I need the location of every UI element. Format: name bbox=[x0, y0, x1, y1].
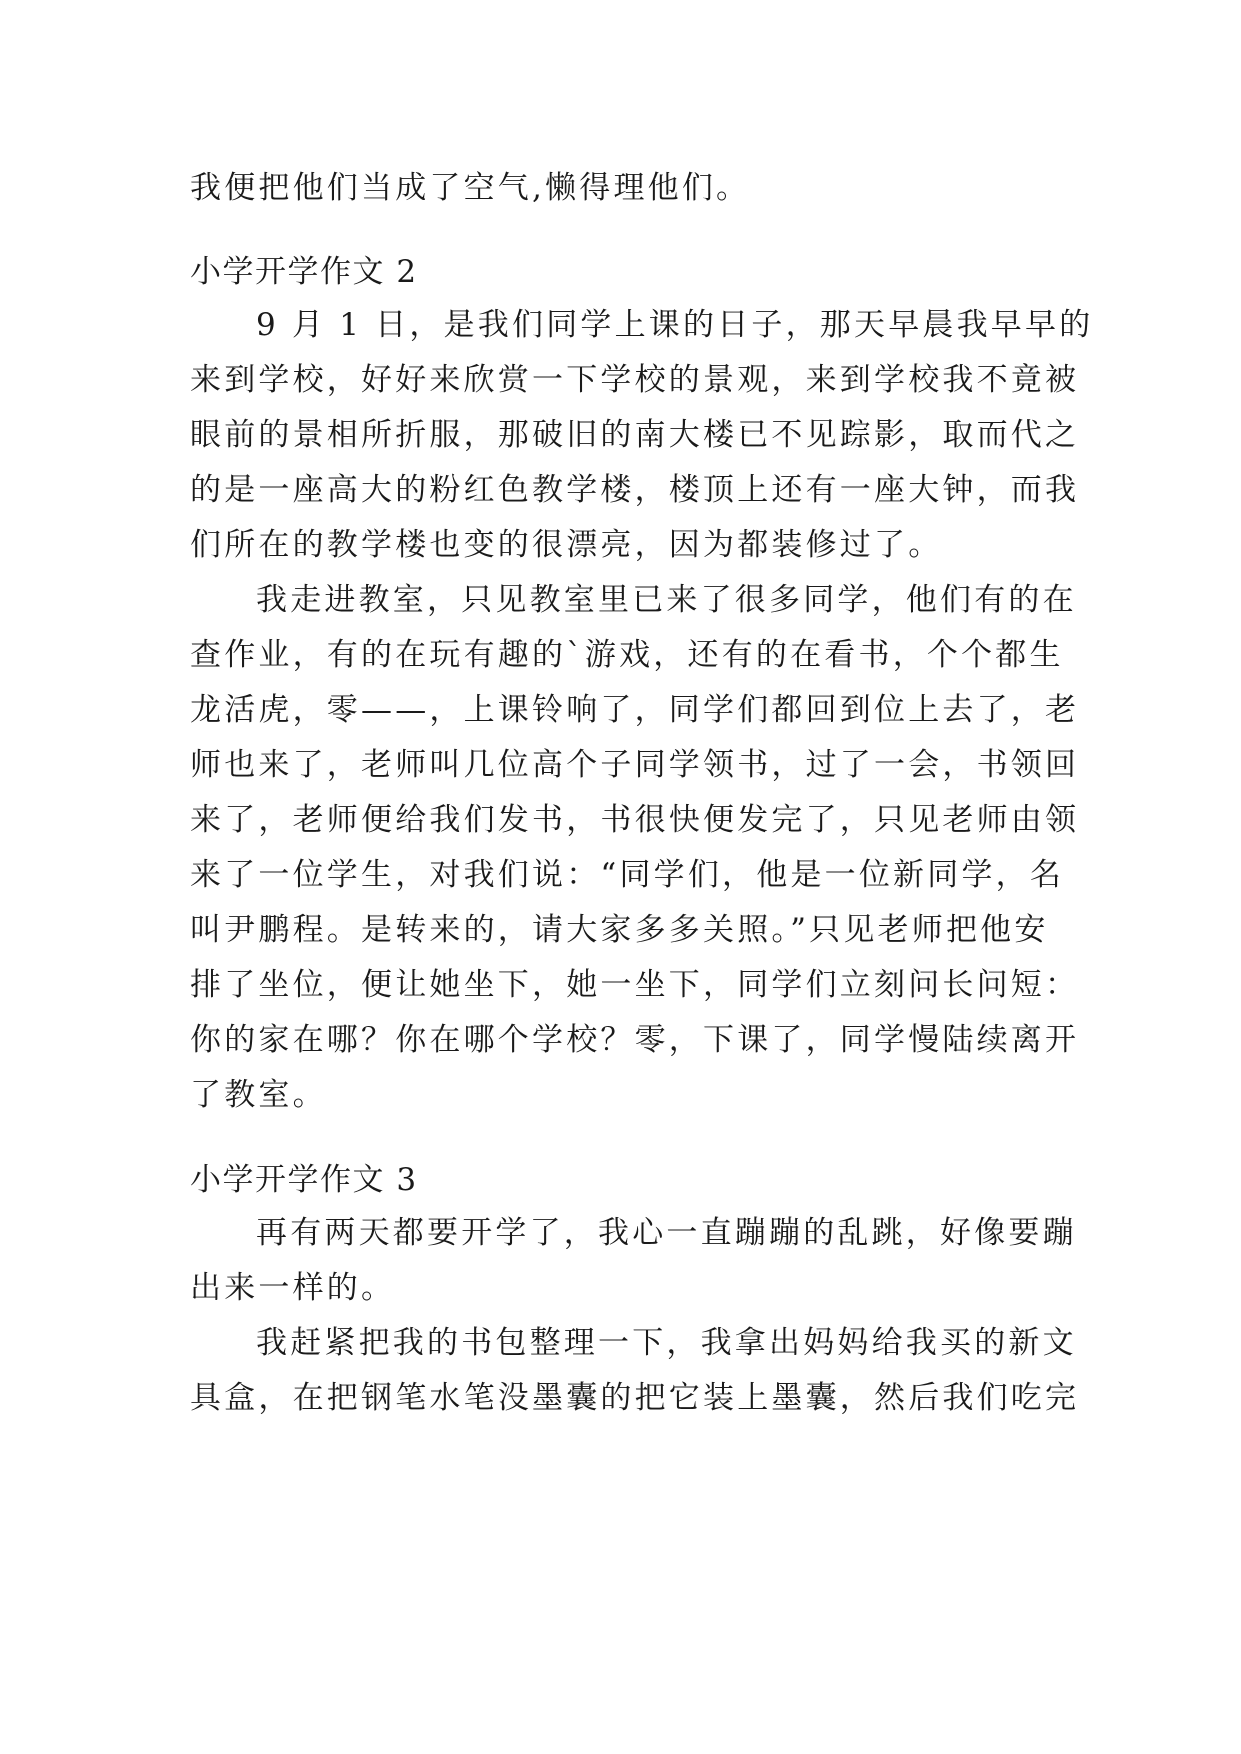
paragraph-line: 9 月 1 日，是我们同学上课的日子，那天早晨我早早的 bbox=[256, 307, 1094, 343]
paragraph-line: 师也来了，老师叫几位高个子同学领书，过了一会，书领回 bbox=[190, 747, 1080, 783]
paragraph-line: 出来一样的。 bbox=[190, 1270, 396, 1306]
paragraph-line: 排了坐位，便让她坐下，她一坐下，同学们立刻问长问短： bbox=[190, 967, 1080, 1003]
paragraph-line: 再有两天都要开学了，我心一直蹦蹦的乱跳，好像要蹦 bbox=[256, 1215, 1077, 1251]
paragraph-line: 查作业，有的在玩有趣的`游戏，还有的在看书，个个都生 bbox=[190, 637, 1064, 673]
paragraph-line: 我走进教室，只见教室里已来了很多同学，他们有的在 bbox=[256, 582, 1077, 618]
paragraph-line: 的是一座高大的粉红色教学楼，楼顶上还有一座大钟，而我 bbox=[190, 472, 1080, 508]
paragraph-line: 了教室。 bbox=[190, 1077, 327, 1113]
section-heading: 小学开学作文 2 bbox=[190, 254, 418, 290]
paragraph-line: 具盒，在把钢笔水笔没墨囊的把它装上墨囊，然后我们吃完 bbox=[190, 1380, 1080, 1416]
paragraph-line: 们所在的教学楼也变的很漂亮，因为都装修过了。 bbox=[190, 527, 943, 563]
paragraph-line: 来了一位学生，对我们说：“同学们，他是一位新同学，名 bbox=[190, 857, 1065, 893]
paragraph-line: 眼前的景相所折服，那破旧的南大楼已不见踪影，取而代之 bbox=[190, 417, 1080, 453]
paragraph-line: 来到学校，好好来欣赏一下学校的景观，来到学校我不竟被 bbox=[190, 362, 1080, 398]
paragraph-line: 我便把他们当成了空气,懒得理他们。 bbox=[190, 170, 751, 206]
paragraph-line: 你的家在哪？你在哪个学校？零，下课了，同学慢陆续离开 bbox=[190, 1022, 1080, 1058]
paragraph-line: 龙活虎，零——，上课铃响了，同学们都回到位上去了，老 bbox=[190, 692, 1080, 728]
paragraph-line: 叫尹鹏程。是转来的，请大家多多关照。”只见老师把他安 bbox=[190, 912, 1049, 948]
section-heading: 小学开学作文 3 bbox=[190, 1162, 418, 1198]
paragraph-line: 我赶紧把我的书包整理一下，我拿出妈妈给我买的新文 bbox=[256, 1325, 1077, 1361]
paragraph-line: 来了，老师便给我们发书，书很快便发完了，只见老师由领 bbox=[190, 802, 1080, 838]
